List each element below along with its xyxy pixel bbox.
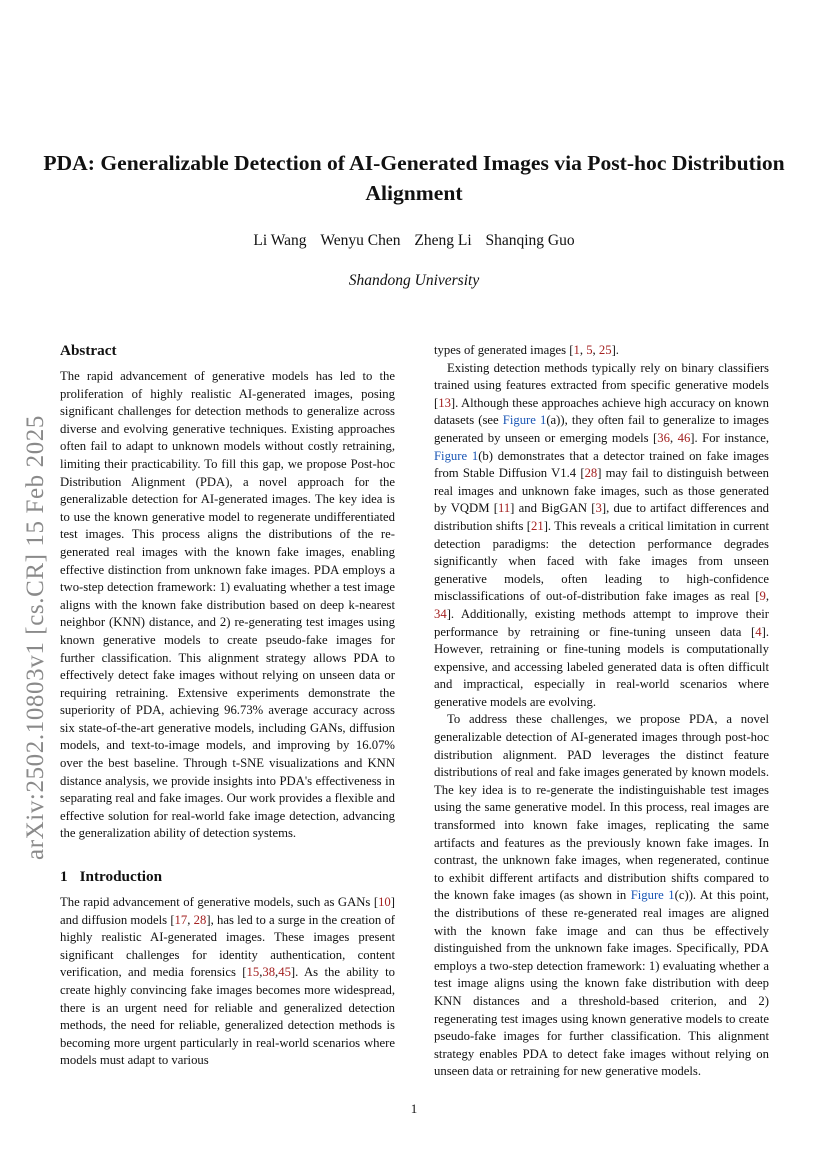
citation-link[interactable]: 1: [573, 343, 580, 357]
intro-paragraph-3: To address these challenges, we propose PDA, a novel generalizable detection of AI-generated images through post-hoc distribution alignment. PAD leverages the distinct feature distributions of real and fake images generated by known models. The key idea is to re-generate the indistinguishable test images using the same generative model. In this process, real images are transformed into known fake images, replicating the same artifacts and features as the previously known fake images. In contrast, the unknown fake images, when regenerated, continue to exhibit different artifacts and distribution shifts compared to the known fake images (as shown in Figure 1(c)). At this point, the distributions of these re-generated real images are aligned with the known fake image and can thus be effectively distinguished from the unknown fake images. Specifically, PDA employs a two-step detection framework: 1) evaluating whether a test image aligns using the known fake distribution with deep KNN distances and a threshold-based criterion, and 2) regenerating test images using known generative models to create pseudo-fake images for further classification. This alignment strategy enables PDA to detect fake images without relying on unseen data or retraining for new generative models.: [434, 712, 769, 1079]
citation-link[interactable]: 13: [438, 395, 451, 410]
figure-reference-link[interactable]: Figure 1: [502, 413, 547, 428]
intro-paragraph-2: Existing detection methods typically rely on binary classifiers trained using features extracted from specific generative models [13]. Although these approaches achieve high accuracy on known datasets (see Figure 1(a)), they often fail to generalize to images generated by unseen or emerging models [36, 46]. For instance, Figure 1(b) demonstrates that a detector trained on fake images from Stable Diffusion V1.4 [28] may fail to distinguish between real images and unknown fake images, such as those generated by VQDM [11] and BigGAN [3], due to artifact differences and distribution shifts [21]. This reveals a critical limitation in current detection paradigms: the detection performance degrades significantly when faced with fake images from unseen generative models, often leading to high-confidence misclassifications of out-of-distribution fake images as real [9, 34]. Additionally, existing methods attempt to improve their performance by retraining or fine-tuning unseen data [4]. However, retraining or fine-tuning models is computationally expensive, and accessing labeled generated data is often difficult and impractical, especially in real-world scenarios where generative models are evolving.: [434, 360, 770, 709]
figure-reference-link[interactable]: Figure 1: [630, 888, 675, 903]
figure-reference-link[interactable]: Figure 1: [434, 448, 479, 463]
author-name: Wenyu Chen: [320, 232, 401, 249]
paper-title: PDA: Generalizable Detection of AI-Generated Images via Post-hoc Distribution Alignment: [43, 151, 785, 205]
page-number: 1: [410, 1101, 418, 1116]
citation-link[interactable]: 36: [657, 430, 670, 445]
section-number: 1: [60, 868, 68, 886]
affiliation: Shandong University: [348, 272, 480, 289]
citation-link[interactable]: 17: [174, 912, 188, 927]
citation-link[interactable]: 11: [497, 501, 511, 516]
section-title: Introduction: [79, 868, 163, 886]
introduction-heading: [60, 867, 395, 887]
citation-link[interactable]: 10: [378, 895, 391, 910]
citation-link[interactable]: 3: [595, 501, 602, 516]
citation-link[interactable]: 46: [677, 430, 691, 445]
citation-link[interactable]: 28: [193, 912, 207, 927]
citation-link[interactable]: 28: [584, 466, 598, 481]
intro-paragraph-1: The rapid advancement of generative models, such as GANs [10] and diffusion models [17, 28], has led to a surge in the creation of highly realistic AI-generated images. These images present significant challenges for identity authentication, content verification, and media forensics [15,38,45]. As the ability to create highly convincing fake images becomes more widespread, there is an urgent need for reliable and generalized detection methods, the need for reliable, generalized detection methods is becoming more urgent particularly in real-world scenarios where models must adapt to various: [60, 895, 396, 1068]
citation-link[interactable]: 38: [262, 965, 276, 980]
abstract-text: The rapid advancement of generative models has led to the proliferation of highly realistic AI-generated images, posing significant challenges for detection methods to generalize across diverse and evolving generative techniques. Existing approaches often fail to adapt to unknown models without costly retraining, limiting their practicability. To fill this gap, we propose Post-hoc Distribution Alignment (PDA), a novel approach for the generalizable detection for AI-generated images. The key idea is to use the known generative model to regenerate undifferentiated test images. This process aligns the distributions of the re-generated real images with the known fake images, enabling effective distinction from unknown fake images. PDA employs a two-step detection framework: 1) evaluating whether a test image aligns with the known fake distribution based on deep k-nearest neighbor (KNN) distance, and 2) re-generating test images using known generative models to create pseudo-fake images for further classification. This alignment strategy allows PDA to effectively detect fake images without relying on unseen data or requiring retraining. Extensive experiments demonstrate the superiority of PDA, achieving 96.73% average accuracy across six state-of-the-art generative models, including GANs, diffusion models, and text-to-image models, and improving by 16.07% over the best baseline. Through t-SNE visualizations and KNN distance analysis, we provide insights into PDA's effectiveness in separating real and fake images. Our work provides a flexible and effective solution for real-world fake image detection, advancing the generalization ability of detection systems.: [60, 369, 395, 841]
author-list: [0, 232, 828, 250]
citation-link[interactable]: 4: [755, 624, 762, 639]
citation-link[interactable]: 34: [434, 606, 447, 621]
left-column: [60, 341, 395, 1070]
citation-link[interactable]: 9: [759, 589, 766, 604]
citation-link[interactable]: 45: [278, 965, 291, 980]
intro-paragraph-1-continued: types of generated images [1, 5, 25].: [434, 343, 619, 357]
citation-link[interactable]: 5: [586, 343, 593, 357]
right-column: [434, 342, 769, 1081]
abstract-heading: Abstract: [60, 342, 117, 359]
author-name: Shanqing Guo: [485, 232, 575, 249]
citation-link[interactable]: 15: [246, 965, 260, 980]
author-name: Li Wang: [253, 232, 307, 249]
citation-link[interactable]: 25: [598, 343, 612, 357]
arxiv-identifier: arXiv:2502.10803v1 [cs.CR] 15 Feb 2025: [22, 415, 49, 860]
citation-link[interactable]: 21: [531, 518, 544, 533]
author-name: Zheng Li: [414, 232, 472, 249]
